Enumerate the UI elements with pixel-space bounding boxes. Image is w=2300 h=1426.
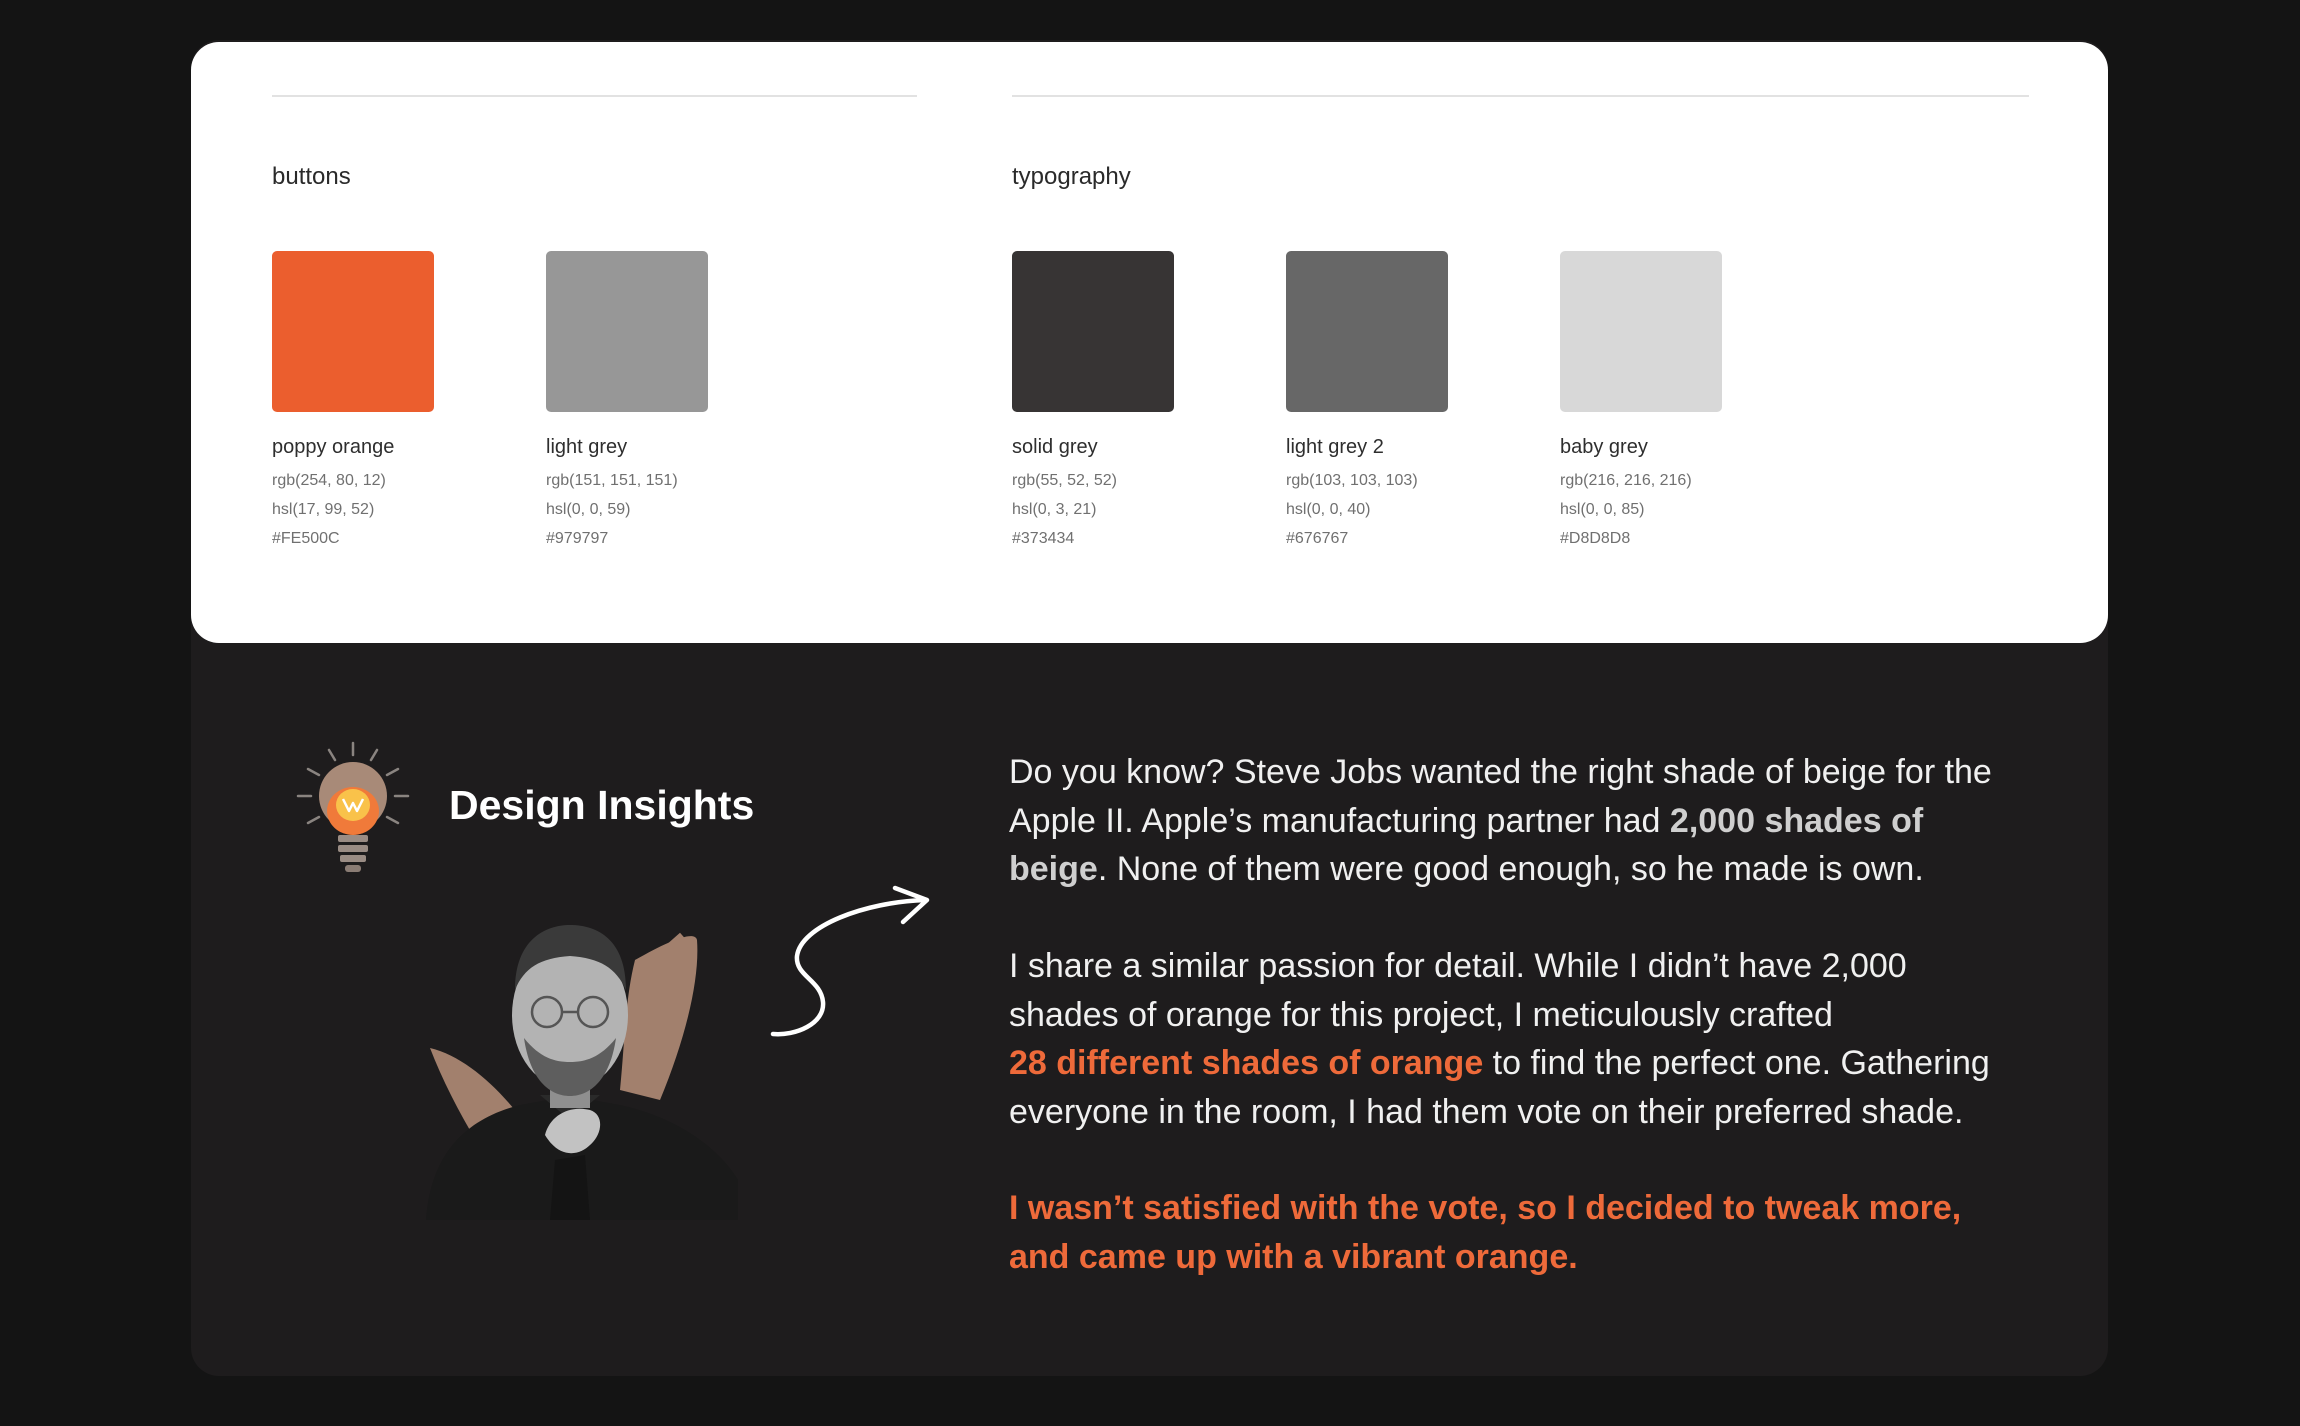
- steve-jobs-portrait: [420, 920, 740, 1220]
- swatch-rgb: rgb(55, 52, 52): [1012, 472, 1117, 489]
- swatch-name: light grey 2: [1286, 436, 1384, 458]
- swatch-rgb: rgb(254, 80, 12): [272, 472, 386, 489]
- swatch-hex: #FE500C: [272, 530, 340, 547]
- beige-shades-emphasis: 2,000 shades of beige: [1009, 801, 1924, 888]
- swatch-rgb: rgb(216, 216, 216): [1560, 472, 1692, 489]
- swatch-solid-grey: [1012, 251, 1174, 412]
- swatch-hsl: hsl(0, 0, 85): [1560, 501, 1645, 518]
- swatch-hex: #676767: [1286, 530, 1349, 547]
- lightbulb-icon: [296, 741, 410, 879]
- typography-group-title: typography: [1012, 163, 1131, 190]
- swatch-name: light grey: [546, 436, 628, 458]
- typography-divider: [1012, 95, 2029, 97]
- swatch-hsl: hsl(0, 0, 59): [546, 501, 631, 518]
- buttons-group-title: buttons: [272, 163, 351, 190]
- swatch-rgb: rgb(103, 103, 103): [1286, 472, 1418, 489]
- swatch-name: solid grey: [1012, 436, 1098, 458]
- design-insights-title: Design Insights: [449, 782, 755, 828]
- swatch-hsl: hsl(0, 0, 40): [1286, 501, 1371, 518]
- swatch-poppy-orange: [272, 251, 434, 412]
- paragraph-1-ending: . None of them were good enough, so he made is own.: [1097, 850, 1924, 888]
- swatch-name: poppy orange: [272, 436, 395, 458]
- swatch-light-grey: [546, 251, 708, 412]
- swatch-hsl: hsl(17, 99, 52): [272, 501, 375, 518]
- curved-arrow-icon: [765, 884, 935, 1040]
- swatch-hex: #D8D8D8: [1560, 530, 1631, 547]
- swatch-baby-grey: [1560, 251, 1722, 412]
- paragraph-2-ending: to find the perfect one. Gathering everyone in the room, I had them vote on their preferred shade.: [1009, 1044, 1990, 1131]
- swatch-hex: #373434: [1012, 530, 1075, 547]
- paragraph-1-text: Do you know? Steve Jobs wanted the right shade of beige for the Apple II. Apple’s manufacturing partner had: [1009, 753, 1992, 840]
- orange-shades-highlight: 28 different shades of orange: [1009, 1044, 1484, 1082]
- buttons-divider: [272, 95, 917, 97]
- swatch-hsl: hsl(0, 3, 21): [1012, 501, 1097, 518]
- insight-conclusion: I wasn’t satisfied with the vote, so I decided to tweak more, and came up with a vibrant orange.: [1009, 1189, 1962, 1276]
- swatch-name: baby grey: [1560, 436, 1648, 458]
- paragraph-2-text: I share a similar passion for detail. While I didn’t have 2,000 shades of orange for this project, I meticulously crafted: [1009, 947, 1907, 1034]
- swatch-light-grey-2: [1286, 251, 1448, 412]
- insight-paragraph-2: [1009, 942, 2009, 1136]
- swatch-hex: #979797: [546, 530, 609, 547]
- swatch-rgb: rgb(151, 151, 151): [546, 472, 678, 489]
- insight-paragraph-1: [1009, 748, 2009, 894]
